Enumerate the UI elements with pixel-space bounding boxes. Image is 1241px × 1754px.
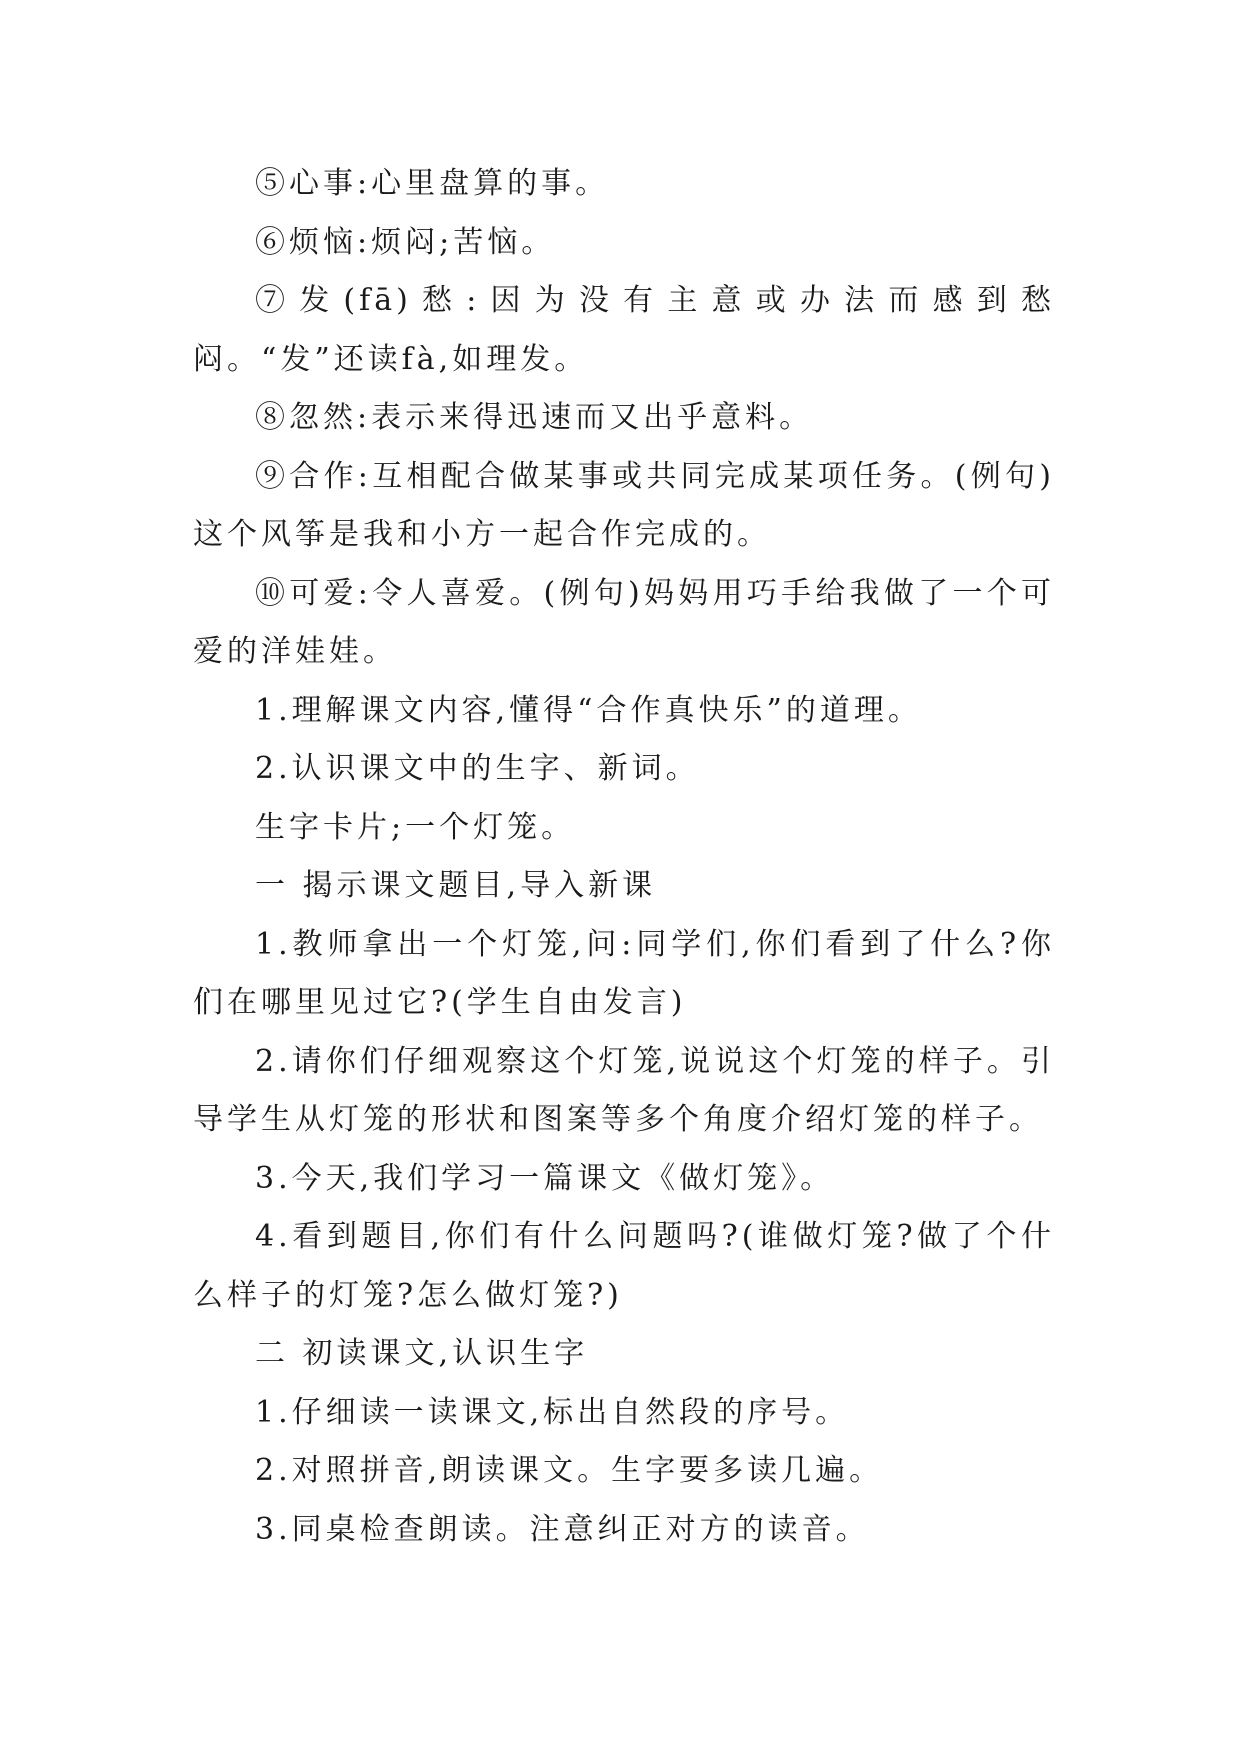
paragraph: 1.仔细读一读课文,标出自然段的序号。	[255, 1394, 850, 1430]
section-heading: 一 揭示课文题目,导入新课	[255, 868, 657, 903]
paragraph: ⑩可爱:令人喜爱。(例句)妈妈用巧手给我做了一个可爱的洋娃娃。	[193, 575, 1055, 669]
section-heading: 二 初读课文,认识生字	[255, 1336, 589, 1371]
document-body	[193, 155, 1055, 1559]
paragraph: 2.认识课文中的生字、新词。	[255, 751, 700, 786]
paragraph: ⑥烦恼:烦闷;苦恼。	[255, 224, 556, 260]
paragraph: 1.理解课文内容,懂得“合作真快乐”的道理。	[255, 692, 922, 728]
paragraph: 2.请你们仔细观察这个灯笼,说说这个灯笼的样子。引导学生从灯笼的形状和图案等多个角度介绍灯笼的样子。	[193, 1043, 1055, 1137]
paragraph: ⑧忽然:表示来得迅速而又出乎意料。	[255, 400, 814, 435]
paragraph: 4.看到题目,你们有什么问题吗?(谁做灯笼?做了个什么样子的灯笼?怎么做灯笼?)	[193, 1219, 1055, 1313]
paragraph: ⑦发(fā)愁:因为没有主意或办法而感到愁闷。“发”还读fà,如理发。	[193, 283, 1055, 377]
paragraph: 生字卡片;一个灯笼。	[255, 809, 576, 845]
paragraph: ⑨合作:互相配合做某事或共同完成某项任务。(例句)这个风筝是我和小方一起合作完成的。	[193, 458, 1055, 552]
paragraph: ⑤心事:心里盘算的事。	[255, 166, 610, 201]
paragraph: 2.对照拼音,朗读课文。生字要多读几遍。	[255, 1453, 884, 1488]
paragraph: 1.教师拿出一个灯笼,问:同学们,你们看到了什么?你们在哪里见过它?(学生自由发言)	[193, 926, 1055, 1020]
paragraph: 3.同桌检查朗读。注意纠正对方的读音。	[255, 1511, 870, 1547]
paragraph: 3.今天,我们学习一篇课文《做灯笼》。	[255, 1160, 835, 1196]
